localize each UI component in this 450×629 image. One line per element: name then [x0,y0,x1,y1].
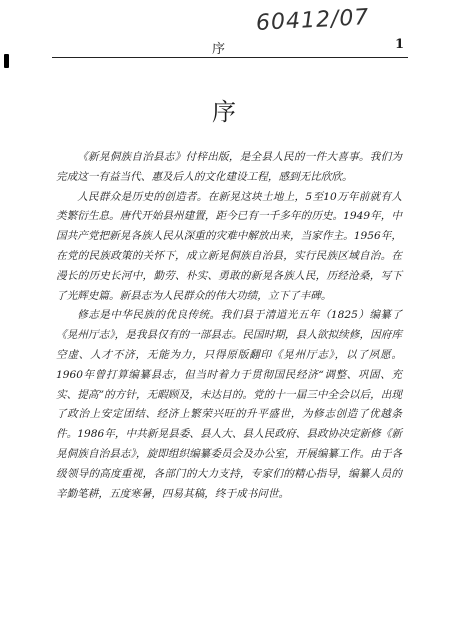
running-header [52,38,404,58]
paragraph: 人民群众是历史的创造者。在新晃这块土地上，5至10万年前就有人类繁衍生息。唐代开始县州建置，距今已有一千多年的历史。1949年，中国共产党把新晃各族人民从深重的灾难中解放出来，当家作主。1956年，在党的民族政策的关怀下，成立新晃侗族自治县，实行民族区域自治。在漫长的历史长河中，勤劳、朴实、勇敢的新晃各族人民，历经沧桑，写下了光辉史篇。新县志为人民群众的伟大功绩，立下了丰碑。 [56,190,402,302]
page-number: 1 [394,37,404,52]
body-text [56,148,402,504]
handwritten-annotation: 60412/07 [255,5,370,36]
binding-mark [4,54,9,68]
paragraph: 《新晃侗族自治县志》付梓出版，是全县人民的一件大喜事。我们为完成这一有益当代、惠及后人的文化建设工程，感到无比欣欣。 [56,151,402,183]
running-title: 序 [212,42,226,57]
header-rule [52,57,408,58]
page-title: 序 [212,98,238,126]
paragraph: 修志是中华民族的优良传统。我们县于清道光五年（1825）编纂了《晃州厅志》，是我县仅有的一部县志。民国时期，县人欲拟续修，因府库空虚、人才不济，无能为力，只得原版翻印《晃州厅志》，以了夙愿。1960年曾打算编纂县志，但当时着力于贯彻国民经济“调整、巩固、充实、提高”的方针，无暇顾及，未达目的。党的十一届三中全会以后，出现了政治上安定团结、经济上繁荣兴旺的升平盛世，为修志创造了优越条件。1986年，中共新晃县委、县人大、县人民政府、县政协决定新修《新晃侗族自治县志》，旋即组织编纂委员会及办公室，开展编纂工作。由于各级领导的高度重视，各部门的大力支持，专家们的精心指导，编纂人员的辛勤笔耕，五度寒暑，四易其稿，终于成书问世。 [56,309,402,500]
